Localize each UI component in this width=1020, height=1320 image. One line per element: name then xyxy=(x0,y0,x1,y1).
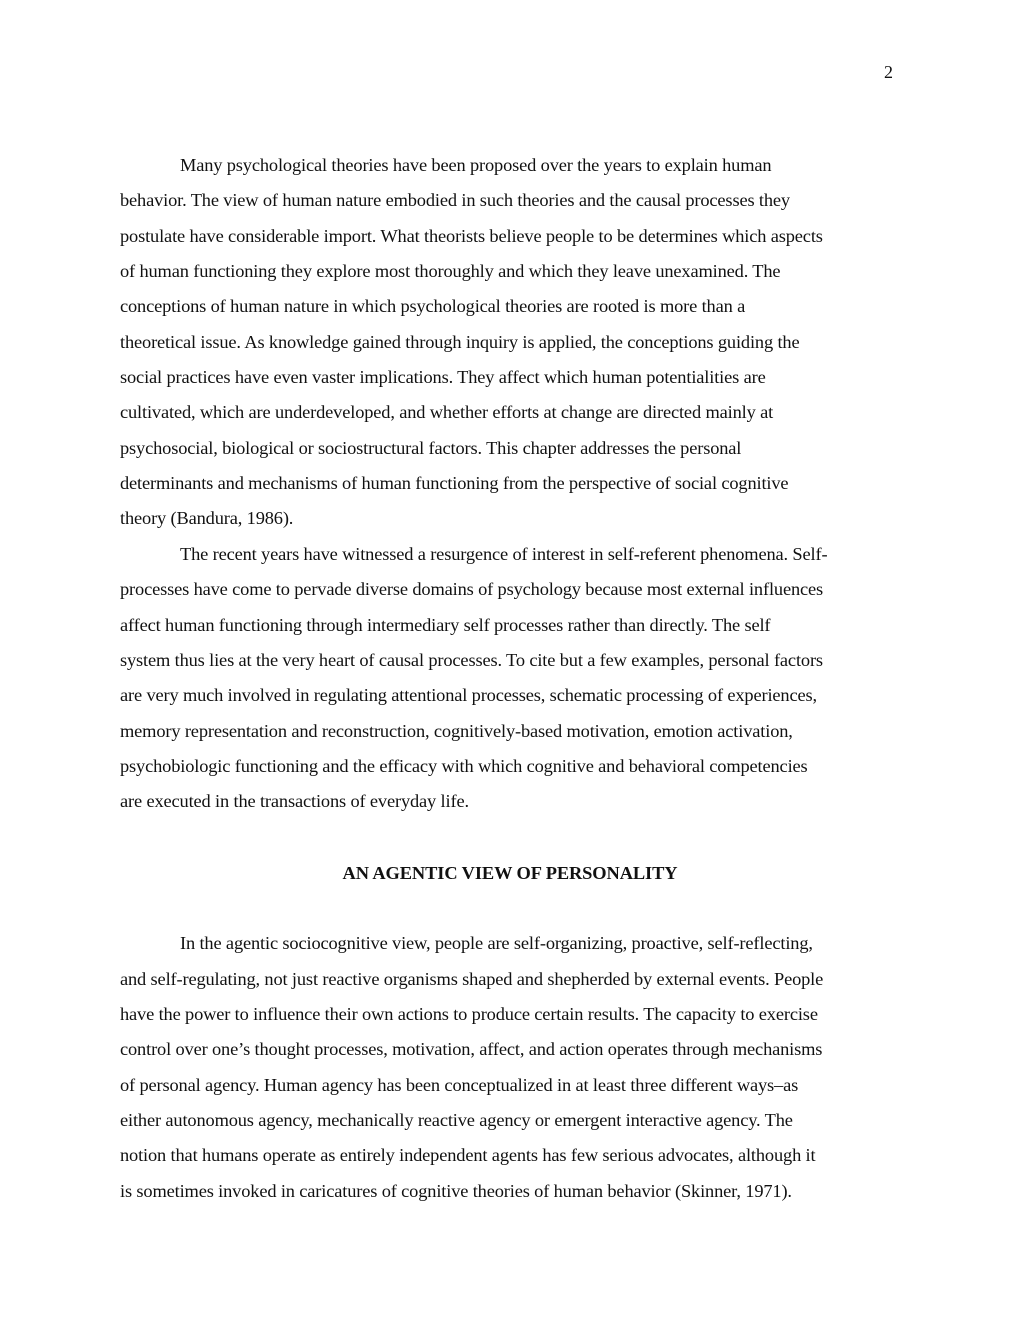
page-number: 2 xyxy=(884,62,893,82)
text-line: determinants and mechanisms of human functioning from the perspective of social cognitive xyxy=(120,473,789,493)
text-line: is sometimes invoked in caricatures of cognitive theories of human behavior (Skinner, 1971). xyxy=(120,1181,792,1201)
text-line: are very much involved in regulating attentional processes, schematic processing of experiences, xyxy=(120,685,817,705)
text-line: theoretical issue. As knowledge gained through inquiry is applied, the conceptions guiding the xyxy=(120,332,800,352)
text-line: system thus lies at the very heart of causal processes. To cite but a few examples, personal factors xyxy=(120,650,823,670)
text-line: theory (Bandura, 1986). xyxy=(120,508,294,528)
text-line: psychobiologic functioning and the efficacy with which cognitive and behavioral competencies xyxy=(120,756,808,776)
text-line: Many psychological theories have been proposed over the years to explain human xyxy=(180,155,772,175)
text-line: memory representation and reconstruction, cognitively-based motivation, emotion activation, xyxy=(120,721,793,741)
text-line: processes have come to pervade diverse domains of psychology because most external influences xyxy=(120,579,824,599)
text-line: cultivated, which are underdeveloped, and whether efforts at change are directed mainly at xyxy=(120,402,774,422)
text-line: The recent years have witnessed a resurgence of interest in self-referent phenomena. Self- xyxy=(180,544,828,564)
text-line: psychosocial, biological or sociostructural factors. This chapter addresses the personal xyxy=(120,438,742,458)
text-line: postulate have considerable import. What theorists believe people to be determines which aspects xyxy=(120,226,823,246)
text-line: affect human functioning through intermediary self processes rather than directly. The self xyxy=(120,615,771,635)
text-line: of human functioning they explore most thoroughly and which they leave unexamined. The xyxy=(120,261,781,281)
text-line: either autonomous agency, mechanically reactive agency or emergent interactive agency. The xyxy=(120,1110,793,1130)
section-heading: AN AGENTIC VIEW OF PERSONALITY xyxy=(342,863,678,883)
text-line: conceptions of human nature in which psychological theories are rooted is more than a xyxy=(120,296,746,316)
text-line: of personal agency. Human agency has been conceptualized in at least three different ways–as xyxy=(120,1075,799,1095)
text-line: have the power to influence their own actions to produce certain results. The capacity to exercise xyxy=(120,1004,818,1024)
text-line: and self-regulating, not just reactive organisms shaped and shepherded by external events. People xyxy=(120,969,824,989)
text-line: social practices have even vaster implications. They affect which human potentialities are xyxy=(120,367,766,387)
text-line: are executed in the transactions of everyday life. xyxy=(120,791,469,811)
text-line: control over one’s thought processes, motivation, affect, and action operates through mechanisms xyxy=(120,1039,823,1059)
text-line: notion that humans operate as entirely independent agents has few serious advocates, although it xyxy=(120,1145,816,1165)
text-line: In the agentic sociocognitive view, people are self-organizing, proactive, self-reflecting, xyxy=(180,933,813,953)
text-line: behavior. The view of human nature embodied in such theories and the causal processes they xyxy=(120,190,790,210)
